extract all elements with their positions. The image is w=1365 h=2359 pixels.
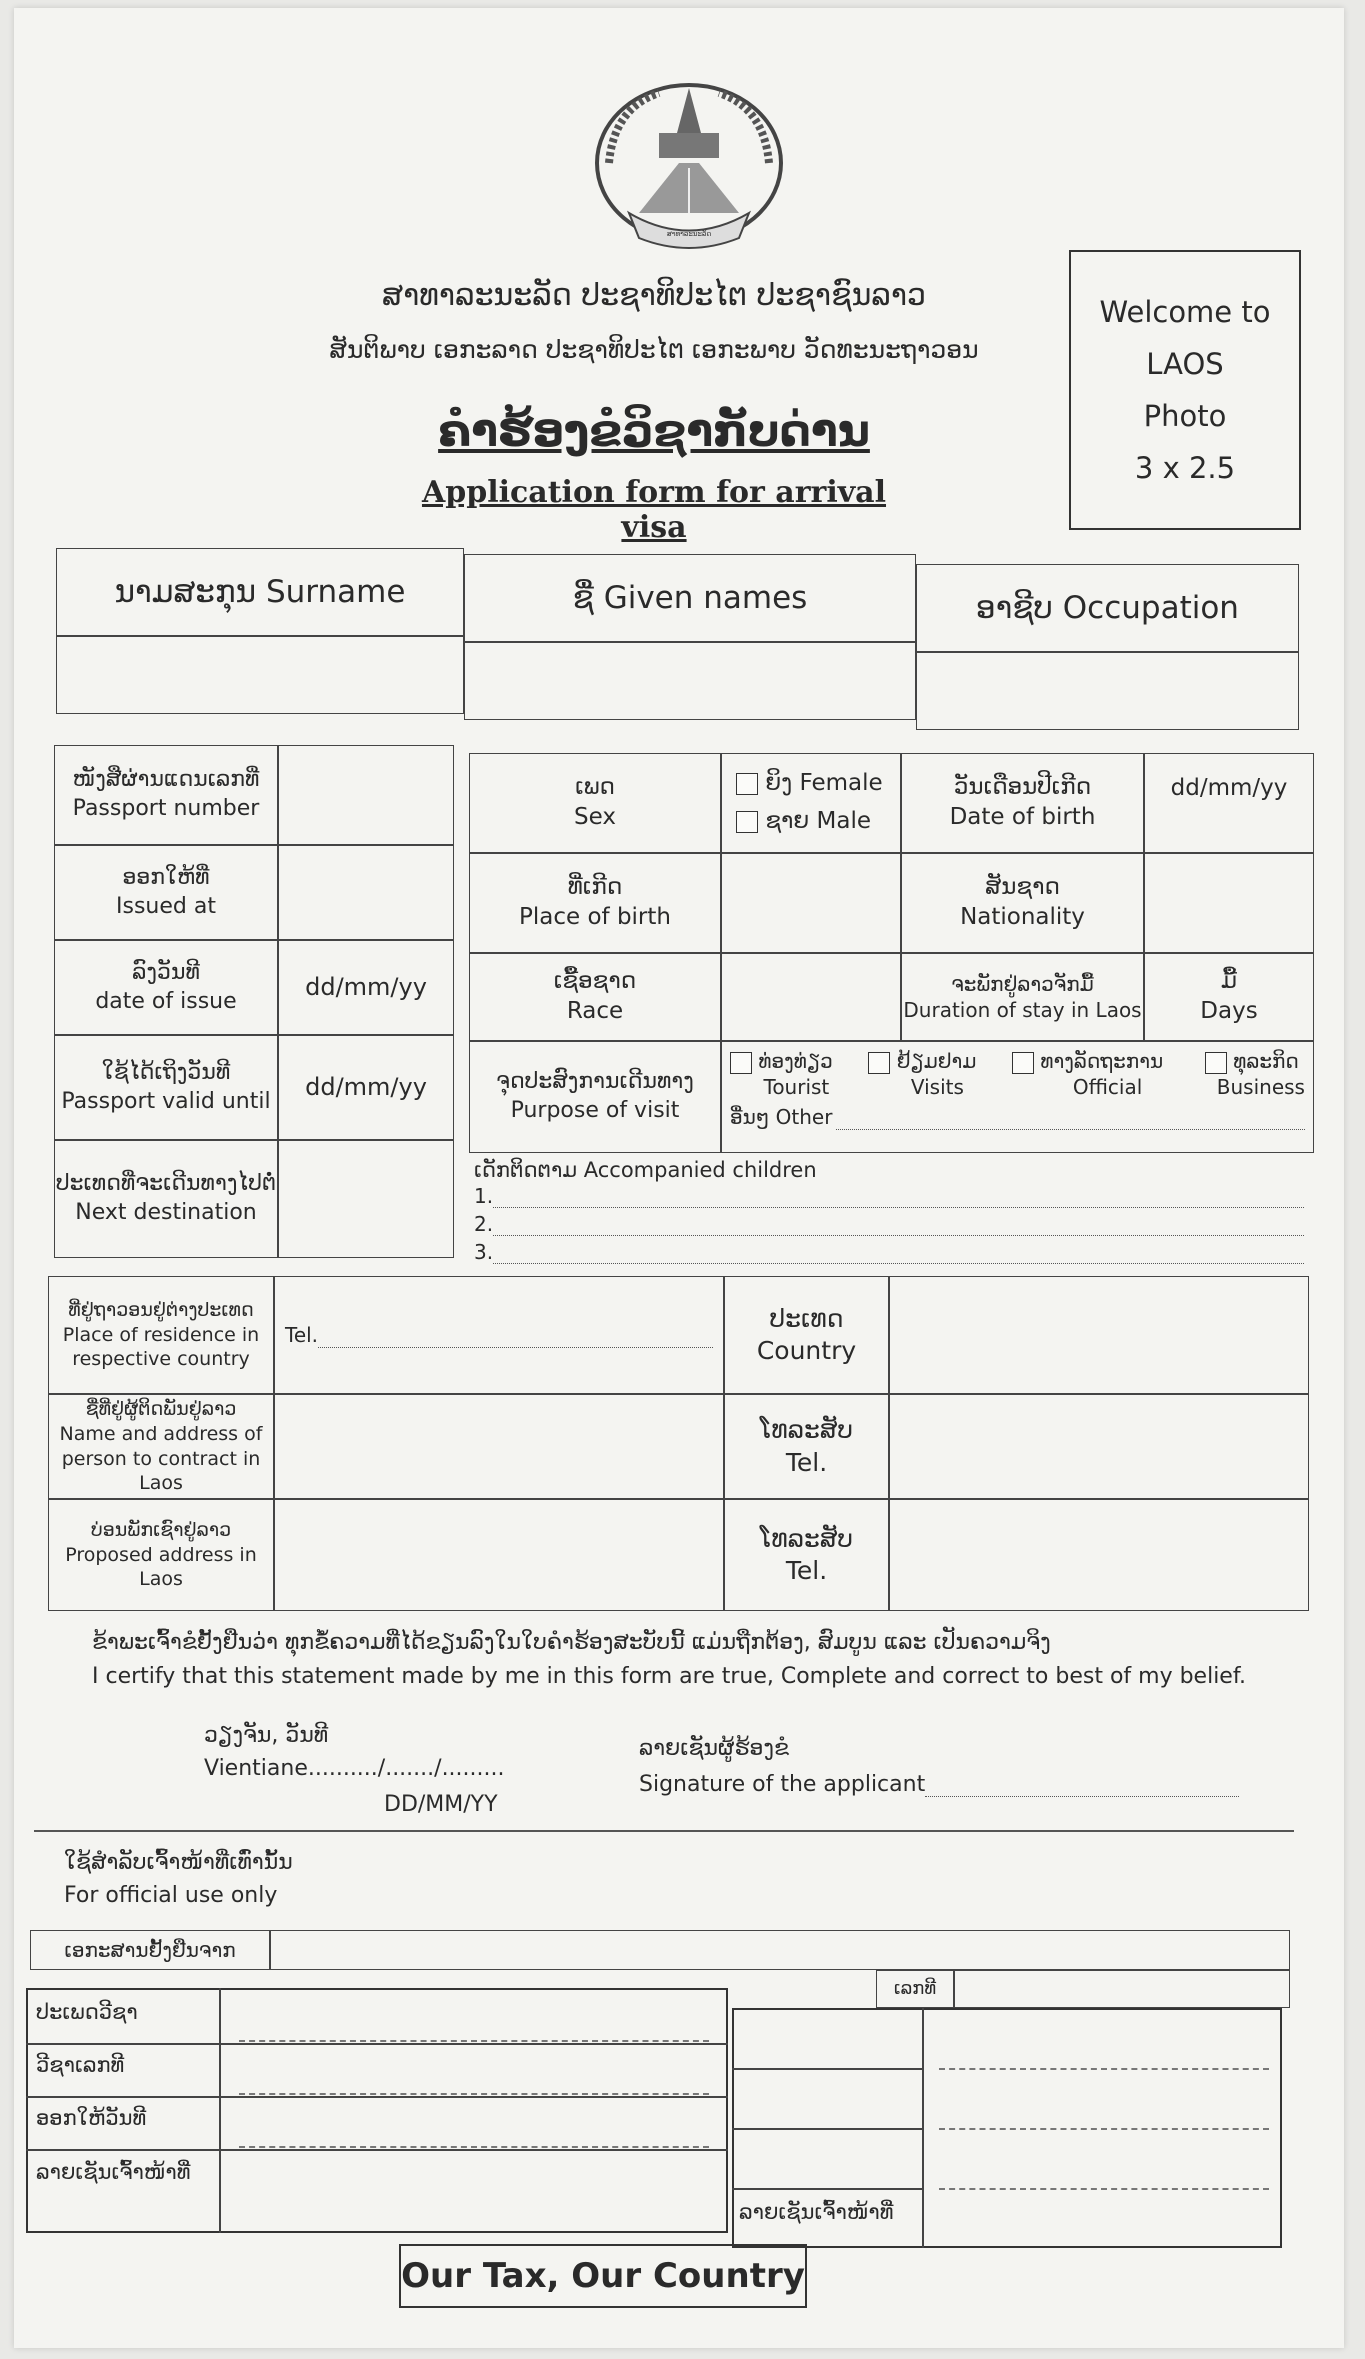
approved-by-field[interactable] (270, 1930, 1290, 1970)
official-row-label-3: ອອກໃຫ້ວັນທີ (36, 2106, 147, 2130)
residence-label: ທີ່ຢູ່ຖາວອນຢູ່ຕ່າງປະເທດ Place of residence in respective country (48, 1276, 274, 1394)
proposed-address-field[interactable] (274, 1499, 724, 1611)
header-line2: ສັນຕິພາບ ເອກະລາດ ປະຊາທິປະໄຕ ເອກະພາບ ວັດທະນະຖາວອນ (329, 335, 979, 364)
child-2-field[interactable] (493, 1212, 1304, 1236)
passport-valid-label: ໃຊ້ໄດ້ເຖິງວັນທີ Passport valid until (54, 1035, 278, 1140)
race-field[interactable] (721, 953, 901, 1041)
race-label: ເຊື້ອຊາດ Race (469, 953, 721, 1041)
official-row-label-2: ວີຊາເລກທີ (36, 2053, 125, 2077)
country-label: ປະເທດ Country (724, 1276, 889, 1394)
official-right-field-2[interactable] (939, 2128, 1269, 2130)
signature-line: Signature of the applicant (639, 1772, 1239, 1797)
male-label: ຊາຍ Male (765, 808, 872, 834)
residence-tel-label: Tel. (285, 1323, 319, 1347)
visits-checkbox[interactable] (868, 1052, 890, 1074)
surname-field[interactable] (56, 636, 464, 714)
occupation-field[interactable] (916, 652, 1299, 730)
child-3-field[interactable] (493, 1240, 1304, 1264)
photo-laos: LAOS (1146, 347, 1224, 381)
visa-number-field[interactable] (239, 2093, 709, 2095)
passport-number-field[interactable] (278, 745, 454, 845)
photo-box (1069, 250, 1301, 530)
official-use-lao: ໃຊ້ສຳລັບເຈົ້າໜ້າທີ່ເທົ່ານັ້ນ (64, 1850, 293, 1875)
date-format: DD/MM/YY (384, 1792, 498, 1817)
svg-text:ສາທາລະນະລັດ: ສາທາລະນະລັດ (666, 230, 712, 238)
date-of-birth-label: ວັນເດືອນປີເກີດ Date of birth (901, 753, 1144, 853)
passport-valid-field[interactable]: dd/mm/yy (278, 1035, 454, 1140)
divider (34, 1830, 1294, 1832)
purpose-label: ຈຸດປະສົງການເດີນທາງ Purpose of visit (469, 1041, 721, 1153)
country-field[interactable] (889, 1276, 1309, 1394)
female-label: ຍິງ Female (765, 770, 883, 797)
form-title-lao: ຄຳຮ້ອງຂໍວິຊາກັບດ່ານ (438, 406, 870, 457)
duration-days-field[interactable]: ມື້ Days (1144, 953, 1314, 1041)
other-field[interactable] (836, 1104, 1305, 1130)
sex-options (721, 753, 901, 853)
male-checkbox[interactable] (736, 811, 758, 833)
child-1-field[interactable] (493, 1184, 1304, 1208)
header-line1: ສາທາລະນະລັດ ປະຊາທິປະໄຕ ປະຊາຊົນລາວ (382, 278, 926, 313)
contact-person-field[interactable] (274, 1394, 724, 1499)
residence-field[interactable] (274, 1276, 724, 1394)
tourist-checkbox[interactable] (730, 1052, 752, 1074)
issue-date-field[interactable] (239, 2146, 709, 2148)
given-names-label: ຊື່ Given names (464, 554, 916, 642)
occupation-label: ອາຊີບ Occupation (916, 564, 1299, 652)
application-form (14, 8, 1344, 2348)
next-destination-field[interactable] (278, 1140, 454, 1258)
official-checkbox[interactable] (1012, 1052, 1034, 1074)
contact-person-label: ຊື່ທີ່ຢູ່ຜູ້ຕິດພັນຢູ່ລາວ Name and address of person to contract in Laos (48, 1394, 274, 1499)
number-field[interactable] (954, 1970, 1290, 2008)
purpose-options: ທ່ອງທ່ຽວ Tourist ຢ້ຽມຢາມ Visits ທາງລັດຖະການ Official ທຸລະກິດ Business ອື່ນໆ Other (721, 1041, 1314, 1153)
other-label: ອື່ນໆ Other (730, 1105, 833, 1129)
passport-number-label: ໜັງສືຜ່ານແດນເລກທີ່ Passport number (54, 745, 278, 845)
children-label: ເດັກຕິດຕາມ Accompanied children (474, 1158, 817, 1182)
signature-field[interactable] (925, 1772, 1239, 1797)
certify-text-lao: ຂ້າພະເຈົ້າຂໍຢັ້ງຢືນວ່າ ທຸກຂໍ້ຄວາມທີ່ໄດ້ຂຽນລົງໃນໃບຄຳຮ້ອງສະບັບນີ້ ແມ່ນຖືກຕ້ອງ, ສົມບູນ ແລະ ເປັນຄວາມຈິງ (92, 1630, 1051, 1655)
photo-size: 3 x 2.5 (1134, 451, 1236, 485)
nationality-label: ສັນຊາດ Nationality (901, 853, 1144, 953)
approved-by-label: ເອກະສານຢັ້ງຢືນຈາກ (30, 1930, 270, 1970)
nationality-field[interactable] (1144, 853, 1314, 953)
next-destination-label: ປະເທດທີ່ຈະເດີນທາງໄປຕໍ່ Next destination (54, 1140, 278, 1258)
surname-label: ນາມສະກຸນ Surname (56, 548, 464, 636)
date-of-issue-field[interactable]: dd/mm/yy (278, 940, 454, 1035)
place-date-label: ວຽງຈັນ, ວັນທີ (204, 1723, 329, 1748)
issued-at-field[interactable] (278, 845, 454, 940)
official-right-field-3[interactable] (939, 2188, 1269, 2190)
signature-label-lao: ລາຍເຊັນຜູ້ຮ້ອງຂໍ (639, 1736, 790, 1761)
form-title-en: Application form for arrival visa (421, 475, 887, 545)
official-right-field-1[interactable] (939, 2068, 1269, 2070)
visa-type-field[interactable] (239, 2040, 709, 2042)
photo-label: Photo (1143, 399, 1227, 433)
female-checkbox[interactable] (736, 773, 758, 795)
date-of-issue-label: ລົງວັນທີ date of issue (54, 940, 278, 1035)
proposed-tel-field[interactable] (889, 1499, 1309, 1611)
official-row-label-4: ລາຍເຊັນເຈົ້າໜ້າທີ່ (36, 2160, 191, 2184)
slogan-box: Our Tax, Our Country (399, 2244, 807, 2308)
place-of-birth-label: ທີ່ເກີດ Place of birth (469, 853, 721, 953)
sex-label: ເພດ Sex (469, 753, 721, 853)
official-row-label-1: ປະເພດວີຊາ (36, 2000, 138, 2024)
place-of-birth-field[interactable] (721, 853, 901, 953)
date-of-birth-field[interactable]: dd/mm/yy (1144, 753, 1314, 853)
contact-tel-field[interactable] (889, 1394, 1309, 1499)
proposed-tel-label: ໂທລະສັບ Tel. (724, 1499, 889, 1611)
contact-tel-label: ໂທລະສັບ Tel. (724, 1394, 889, 1499)
photo-welcome: Welcome to (1099, 295, 1271, 329)
officer-signature-label: ລາຍເຊັນເຈົ້າໜ້າທີ່ (739, 2200, 894, 2224)
proposed-address-label: ບ່ອນພັກເຊົາຢູ່ລາວ Proposed address in Laos (48, 1499, 274, 1611)
issued-at-label: ອອກໃຫ້ທີ່ Issued at (54, 845, 278, 940)
certify-text-en: I certify that this statement made by me in this form are true, Complete and correct to best of my belief. (92, 1664, 1246, 1689)
given-names-field[interactable] (464, 642, 916, 720)
business-checkbox[interactable] (1205, 1052, 1227, 1074)
number-label: ເລກທີ (876, 1970, 954, 2008)
official-use-en: For official use only (64, 1883, 278, 1908)
children-lines: 1. 2. 3. (474, 1184, 1304, 1264)
duration-label: ຈະພັກຢູ່ລາວຈັກມື້ Duration of stay in Laos (901, 953, 1144, 1041)
place-date-field[interactable]: Vientiane........../......./......... (204, 1756, 505, 1781)
national-emblem-icon (589, 78, 789, 253)
